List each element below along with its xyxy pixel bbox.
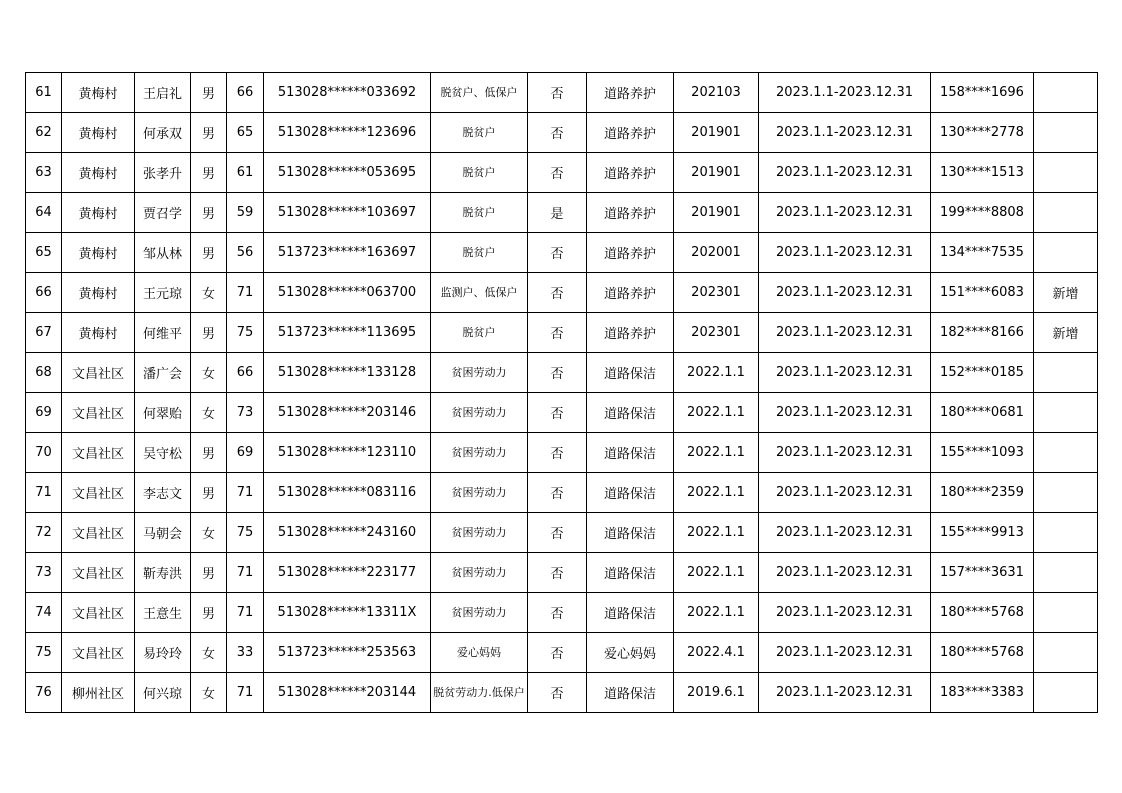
cell-flag: 否 <box>528 673 587 713</box>
cell-flag: 否 <box>528 153 587 193</box>
cell-village: 文昌社区 <box>62 473 135 513</box>
cell-gender: 男 <box>191 193 227 233</box>
cell-age: 73 <box>227 393 264 433</box>
cell-job-type: 道路保洁 <box>587 513 674 553</box>
cell-remark <box>1034 593 1098 633</box>
cell-row-index: 63 <box>26 153 62 193</box>
cell-row-index: 69 <box>26 393 62 433</box>
table-row <box>26 233 1098 273</box>
cell-age: 59 <box>227 193 264 233</box>
cell-id-number: 513028******223177 <box>264 553 431 593</box>
table-row <box>26 393 1098 433</box>
cell-contract-period: 2023.1.1-2023.12.31 <box>759 393 931 433</box>
cell-contract-period: 2023.1.1-2023.12.31 <box>759 473 931 513</box>
cell-contract-period: 2023.1.1-2023.12.31 <box>759 433 931 473</box>
cell-age: 71 <box>227 673 264 713</box>
cell-person-name: 王意生 <box>135 593 191 633</box>
cell-remark <box>1034 473 1098 513</box>
cell-gender: 女 <box>191 633 227 673</box>
cell-contract-period: 2023.1.1-2023.12.31 <box>759 553 931 593</box>
cell-household-type: 脱贫户、低保户 <box>431 73 528 113</box>
cell-contract-period: 2023.1.1-2023.12.31 <box>759 113 931 153</box>
cell-start-date: 2022.1.1 <box>674 433 759 473</box>
cell-age: 71 <box>227 473 264 513</box>
cell-contract-period: 2023.1.1-2023.12.31 <box>759 633 931 673</box>
cell-village: 黄梅村 <box>62 113 135 153</box>
cell-remark <box>1034 193 1098 233</box>
cell-gender: 男 <box>191 153 227 193</box>
cell-person-name: 何兴琼 <box>135 673 191 713</box>
cell-job-type: 道路养护 <box>587 73 674 113</box>
cell-phone-number: 182****8166 <box>931 313 1034 353</box>
cell-phone-number: 199****8808 <box>931 193 1034 233</box>
cell-person-name: 李志文 <box>135 473 191 513</box>
cell-row-index: 61 <box>26 73 62 113</box>
cell-id-number: 513723******163697 <box>264 233 431 273</box>
cell-row-index: 76 <box>26 673 62 713</box>
cell-village: 黄梅村 <box>62 193 135 233</box>
cell-phone-number: 130****1513 <box>931 153 1034 193</box>
cell-start-date: 2022.1.1 <box>674 593 759 633</box>
cell-household-type: 脱贫户 <box>431 113 528 153</box>
cell-flag: 否 <box>528 633 587 673</box>
cell-household-type: 贫困劳动力 <box>431 553 528 593</box>
cell-age: 61 <box>227 153 264 193</box>
cell-remark <box>1034 673 1098 713</box>
cell-age: 33 <box>227 633 264 673</box>
cell-flag: 否 <box>528 513 587 553</box>
cell-phone-number: 155****1093 <box>931 433 1034 473</box>
cell-remark <box>1034 153 1098 193</box>
cell-start-date: 2022.1.1 <box>674 553 759 593</box>
cell-village: 黄梅村 <box>62 73 135 113</box>
cell-flag: 否 <box>528 473 587 513</box>
cell-gender: 男 <box>191 593 227 633</box>
cell-job-type: 道路保洁 <box>587 593 674 633</box>
cell-gender: 女 <box>191 513 227 553</box>
cell-start-date: 2019.6.1 <box>674 673 759 713</box>
cell-remark <box>1034 393 1098 433</box>
cell-person-name: 邹从林 <box>135 233 191 273</box>
cell-village: 黄梅村 <box>62 233 135 273</box>
cell-job-type: 道路养护 <box>587 193 674 233</box>
cell-job-type: 道路养护 <box>587 233 674 273</box>
table-row <box>26 73 1098 113</box>
table-row <box>26 273 1098 313</box>
cell-id-number: 513028******243160 <box>264 513 431 553</box>
cell-flag: 否 <box>528 433 587 473</box>
cell-id-number: 513028******123110 <box>264 433 431 473</box>
cell-remark <box>1034 73 1098 113</box>
cell-id-number: 513028******103697 <box>264 193 431 233</box>
table-row <box>26 593 1098 633</box>
cell-age: 71 <box>227 593 264 633</box>
cell-id-number: 513028******123696 <box>264 113 431 153</box>
cell-age: 71 <box>227 273 264 313</box>
cell-start-date: 202001 <box>674 233 759 273</box>
cell-contract-period: 2023.1.1-2023.12.31 <box>759 353 931 393</box>
cell-id-number: 513723******113695 <box>264 313 431 353</box>
cell-phone-number: 180****5768 <box>931 593 1034 633</box>
cell-age: 66 <box>227 353 264 393</box>
cell-id-number: 513028******063700 <box>264 273 431 313</box>
cell-id-number: 513028******203146 <box>264 393 431 433</box>
cell-household-type: 脱贫户 <box>431 233 528 273</box>
cell-contract-period: 2023.1.1-2023.12.31 <box>759 273 931 313</box>
cell-remark <box>1034 233 1098 273</box>
cell-gender: 女 <box>191 393 227 433</box>
table-row <box>26 193 1098 233</box>
cell-gender: 男 <box>191 473 227 513</box>
cell-start-date: 202301 <box>674 273 759 313</box>
cell-job-type: 道路养护 <box>587 313 674 353</box>
cell-id-number: 513028******033692 <box>264 73 431 113</box>
cell-job-type: 道路养护 <box>587 113 674 153</box>
cell-job-type: 道路保洁 <box>587 353 674 393</box>
cell-phone-number: 130****2778 <box>931 113 1034 153</box>
cell-person-name: 王启礼 <box>135 73 191 113</box>
cell-job-type: 爱心妈妈 <box>587 633 674 673</box>
cell-village: 文昌社区 <box>62 393 135 433</box>
cell-job-type: 道路保洁 <box>587 553 674 593</box>
cell-age: 56 <box>227 233 264 273</box>
cell-household-type: 贫困劳动力 <box>431 593 528 633</box>
cell-phone-number: 151****6083 <box>931 273 1034 313</box>
cell-household-type: 贫困劳动力 <box>431 433 528 473</box>
cell-start-date: 202301 <box>674 313 759 353</box>
cell-contract-period: 2023.1.1-2023.12.31 <box>759 313 931 353</box>
cell-person-name: 何承双 <box>135 113 191 153</box>
cell-person-name: 马朝会 <box>135 513 191 553</box>
cell-person-name: 易玲玲 <box>135 633 191 673</box>
cell-gender: 男 <box>191 433 227 473</box>
cell-row-index: 70 <box>26 433 62 473</box>
cell-id-number: 513723******253563 <box>264 633 431 673</box>
cell-contract-period: 2023.1.1-2023.12.31 <box>759 513 931 553</box>
cell-village: 文昌社区 <box>62 433 135 473</box>
cell-row-index: 73 <box>26 553 62 593</box>
table-row <box>26 473 1098 513</box>
cell-phone-number: 180****5768 <box>931 633 1034 673</box>
cell-contract-period: 2023.1.1-2023.12.31 <box>759 153 931 193</box>
cell-person-name: 吴守松 <box>135 433 191 473</box>
cell-gender: 男 <box>191 313 227 353</box>
cell-flag: 否 <box>528 73 587 113</box>
cell-row-index: 66 <box>26 273 62 313</box>
cell-household-type: 脱贫户 <box>431 313 528 353</box>
cell-household-type: 贫困劳动力 <box>431 393 528 433</box>
cell-age: 69 <box>227 433 264 473</box>
cell-gender: 男 <box>191 113 227 153</box>
cell-job-type: 道路保洁 <box>587 433 674 473</box>
table-row <box>26 633 1098 673</box>
cell-start-date: 201901 <box>674 153 759 193</box>
cell-village: 文昌社区 <box>62 353 135 393</box>
cell-phone-number: 180****2359 <box>931 473 1034 513</box>
cell-household-type: 脱贫户 <box>431 193 528 233</box>
table-row <box>26 353 1098 393</box>
cell-flag: 否 <box>528 273 587 313</box>
table-row <box>26 553 1098 593</box>
cell-phone-number: 155****9913 <box>931 513 1034 553</box>
cell-job-type: 道路养护 <box>587 153 674 193</box>
cell-contract-period: 2023.1.1-2023.12.31 <box>759 73 931 113</box>
cell-job-type: 道路养护 <box>587 273 674 313</box>
cell-flag: 否 <box>528 553 587 593</box>
cell-id-number: 513028******083116 <box>264 473 431 513</box>
cell-flag: 否 <box>528 113 587 153</box>
cell-gender: 男 <box>191 233 227 273</box>
cell-remark <box>1034 433 1098 473</box>
cell-household-type: 贫困劳动力 <box>431 353 528 393</box>
cell-id-number: 513028******13311X <box>264 593 431 633</box>
cell-village: 柳州社区 <box>62 673 135 713</box>
cell-gender: 男 <box>191 553 227 593</box>
cell-start-date: 2022.1.1 <box>674 473 759 513</box>
cell-household-type: 贫困劳动力 <box>431 513 528 553</box>
cell-phone-number: 134****7535 <box>931 233 1034 273</box>
cell-flag: 否 <box>528 313 587 353</box>
cell-flag: 否 <box>528 593 587 633</box>
cell-row-index: 68 <box>26 353 62 393</box>
table-row <box>26 673 1098 713</box>
cell-person-name: 张孝升 <box>135 153 191 193</box>
cell-person-name: 王元琼 <box>135 273 191 313</box>
table-row <box>26 433 1098 473</box>
cell-remark <box>1034 353 1098 393</box>
cell-id-number: 513028******203144 <box>264 673 431 713</box>
table-row <box>26 313 1098 353</box>
cell-age: 75 <box>227 513 264 553</box>
cell-row-index: 67 <box>26 313 62 353</box>
cell-gender: 女 <box>191 353 227 393</box>
cell-row-index: 62 <box>26 113 62 153</box>
cell-remark <box>1034 113 1098 153</box>
cell-age: 75 <box>227 313 264 353</box>
cell-row-index: 72 <box>26 513 62 553</box>
cell-start-date: 2022.1.1 <box>674 513 759 553</box>
cell-person-name: 贾召学 <box>135 193 191 233</box>
cell-village: 文昌社区 <box>62 513 135 553</box>
cell-household-type: 监测户、低保户 <box>431 273 528 313</box>
cell-job-type: 道路保洁 <box>587 473 674 513</box>
cell-village: 黄梅村 <box>62 153 135 193</box>
cell-household-type: 爱心妈妈 <box>431 633 528 673</box>
cell-job-type: 道路保洁 <box>587 393 674 433</box>
cell-phone-number: 152****0185 <box>931 353 1034 393</box>
cell-start-date: 202103 <box>674 73 759 113</box>
cell-remark <box>1034 513 1098 553</box>
cell-flag: 否 <box>528 233 587 273</box>
cell-start-date: 2022.1.1 <box>674 393 759 433</box>
table-row <box>26 153 1098 193</box>
cell-start-date: 2022.1.1 <box>674 353 759 393</box>
cell-household-type: 脱贫户 <box>431 153 528 193</box>
cell-person-name: 何维平 <box>135 313 191 353</box>
cell-contract-period: 2023.1.1-2023.12.31 <box>759 193 931 233</box>
cell-village: 文昌社区 <box>62 593 135 633</box>
cell-contract-period: 2023.1.1-2023.12.31 <box>759 593 931 633</box>
cell-contract-period: 2023.1.1-2023.12.31 <box>759 673 931 713</box>
cell-phone-number: 157****3631 <box>931 553 1034 593</box>
roster-body <box>26 73 1098 713</box>
cell-age: 71 <box>227 553 264 593</box>
cell-phone-number: 183****3383 <box>931 673 1034 713</box>
cell-flag: 是 <box>528 193 587 233</box>
cell-village: 黄梅村 <box>62 273 135 313</box>
cell-person-name: 靳寿洪 <box>135 553 191 593</box>
cell-age: 65 <box>227 113 264 153</box>
table-row <box>26 113 1098 153</box>
cell-gender: 女 <box>191 673 227 713</box>
cell-remark: 新增 <box>1034 313 1098 353</box>
table-row <box>26 513 1098 553</box>
cell-phone-number: 158****1696 <box>931 73 1034 113</box>
cell-start-date: 2022.4.1 <box>674 633 759 673</box>
roster-table <box>25 72 1098 713</box>
cell-person-name: 潘广会 <box>135 353 191 393</box>
cell-row-index: 64 <box>26 193 62 233</box>
cell-village: 黄梅村 <box>62 313 135 353</box>
cell-remark: 新增 <box>1034 273 1098 313</box>
cell-village: 文昌社区 <box>62 633 135 673</box>
cell-row-index: 74 <box>26 593 62 633</box>
cell-household-type: 贫困劳动力 <box>431 473 528 513</box>
cell-person-name: 何翠贻 <box>135 393 191 433</box>
cell-flag: 否 <box>528 353 587 393</box>
cell-age: 66 <box>227 73 264 113</box>
cell-gender: 男 <box>191 73 227 113</box>
cell-job-type: 道路保洁 <box>587 673 674 713</box>
cell-gender: 女 <box>191 273 227 313</box>
cell-village: 文昌社区 <box>62 553 135 593</box>
cell-row-index: 71 <box>26 473 62 513</box>
cell-contract-period: 2023.1.1-2023.12.31 <box>759 233 931 273</box>
cell-remark <box>1034 633 1098 673</box>
cell-row-index: 75 <box>26 633 62 673</box>
cell-start-date: 201901 <box>674 113 759 153</box>
cell-remark <box>1034 553 1098 593</box>
cell-row-index: 65 <box>26 233 62 273</box>
cell-id-number: 513028******053695 <box>264 153 431 193</box>
cell-start-date: 201901 <box>674 193 759 233</box>
cell-phone-number: 180****0681 <box>931 393 1034 433</box>
cell-id-number: 513028******133128 <box>264 353 431 393</box>
cell-household-type: 脱贫劳动力.低保户 <box>431 673 528 713</box>
cell-flag: 否 <box>528 393 587 433</box>
